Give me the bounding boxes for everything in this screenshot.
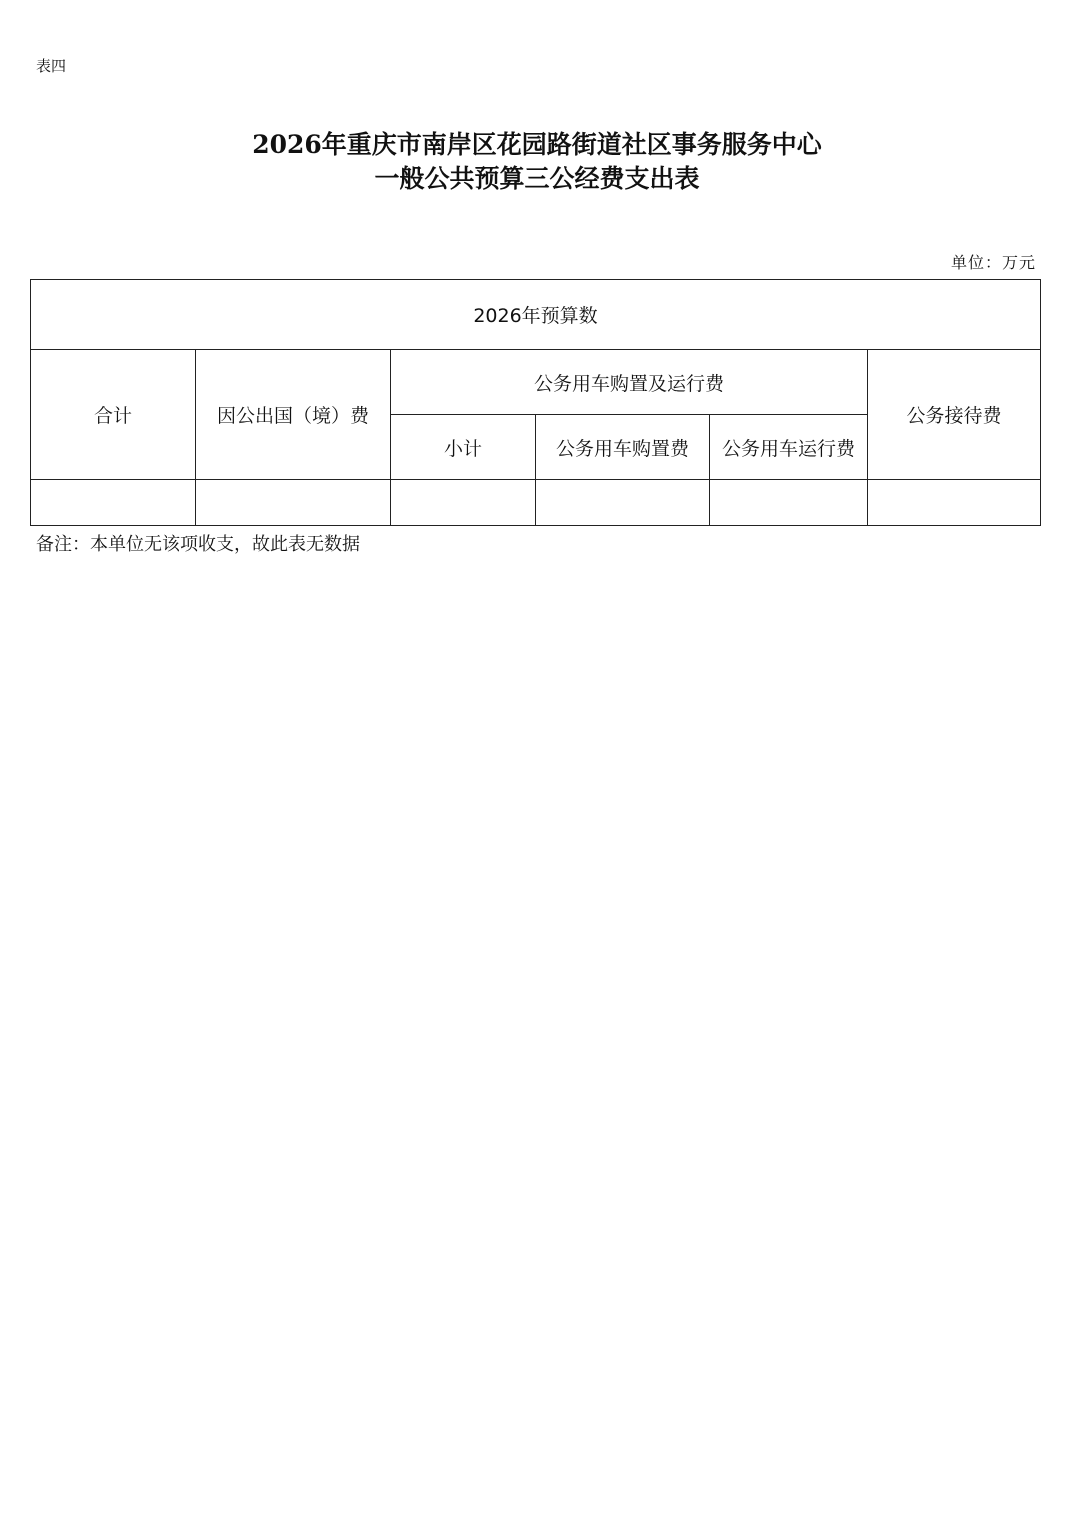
header-vehicle-operation: 公务用车运行费 (710, 415, 868, 480)
cell-total (31, 480, 196, 526)
header-total: 合计 (31, 350, 196, 480)
cell-vehicle-purchase (536, 480, 710, 526)
unit-label: 单位：万元 (950, 253, 1036, 272)
cell-subtotal (391, 480, 536, 526)
cell-reception (868, 480, 1041, 526)
table-note: 备注：本单位无该项收支，故此表无数据 (36, 534, 360, 555)
table-header-row-categories (31, 350, 1041, 415)
three-public-expenses-table (30, 279, 1041, 526)
header-reception-expense: 公务接待费 (868, 350, 1041, 480)
table-header-row-year (31, 280, 1041, 350)
document-title-line-2: 一般公共预算三公经费支出表 (374, 164, 700, 193)
header-overseas-expense: 因公出国（境）费 (196, 350, 391, 480)
document-title-line-1: 2026年重庆市南岸区花园路街道社区事务服务中心 (252, 130, 822, 159)
header-vehicle-subtotal: 小计 (391, 415, 536, 480)
cell-overseas (196, 480, 391, 526)
header-vehicle-purchase: 公务用车购置费 (536, 415, 710, 480)
table-number-label: 表四 (36, 57, 67, 75)
header-budget-year: 2026年预算数 (31, 280, 1041, 350)
cell-vehicle-operation (710, 480, 868, 526)
header-vehicle-group: 公务用车购置及运行费 (391, 350, 868, 415)
table-row (31, 480, 1041, 526)
